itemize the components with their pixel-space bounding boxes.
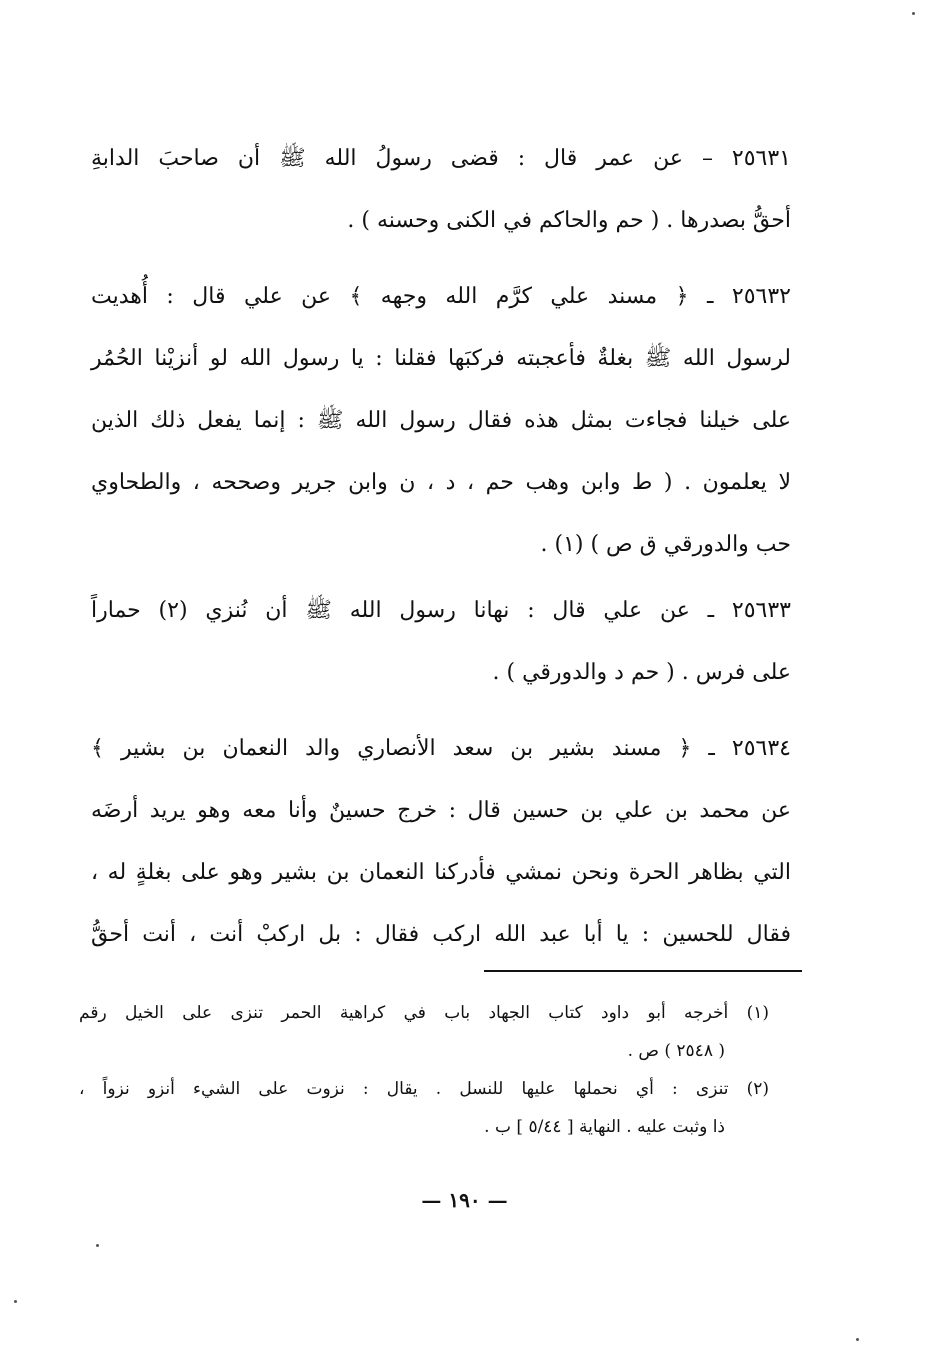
text-line: حب والدورقي ق ص ) (١) . — [540, 532, 791, 557]
scan-speck — [14, 1300, 17, 1303]
text-line: ٢٥٦٣١ – عن عمر قال : قضى رسولُ الله ﷺ أن صاحبَ الدابةِ — [91, 146, 791, 171]
text-line: أحقُّ بصدرها . ( حم والحاكم في الكنى وحسنه ) . — [347, 208, 791, 233]
footnote-divider — [484, 970, 802, 972]
text-line: ٢٥٦٣٢ ـ ﴿ مسند علي كرَّم الله وجهه ﴾ عن علي قال : أُهديت — [91, 284, 791, 309]
text-line: ٢٥٦٣٤ ـ ﴿ مسند بشير بن سعد الأنصاري والد النعمان بن بشير ﴾ — [91, 736, 791, 761]
text-line: على فرس . ( حم د والدورقي ) . — [492, 660, 791, 685]
text-line: لرسول الله ﷺ بغلةٌ فأعجبته فركبَها فقلنا : يا رسول الله لو أنزيْنا الحُمُر — [91, 346, 791, 371]
scan-speck — [856, 1338, 859, 1341]
text-line: على خيلنا فجاءت بمثل هذه فقال رسول الله ﷺ : إنما يفعل ذلك الذين — [91, 408, 791, 433]
text-line: لا يعلمون . ( ط وابن وهب حم ، د ، ن وابن جرير وصححه ، والطحاوي — [91, 470, 791, 495]
footnote-1-line: (١) أخرجه أبو داود كتاب الجهاد باب في كراهية الحمر تنزى على الخيل رقم — [79, 1003, 769, 1023]
scan-speck — [96, 1244, 99, 1247]
footnote-2-line: ذا وثبت عليه . النهاية [ ٥/٤٤ ] ب . — [484, 1117, 725, 1137]
scan-speck — [912, 12, 915, 15]
hadith-25634 — [91, 718, 791, 966]
hadith-25632 — [91, 266, 791, 576]
hadith-25633 — [91, 580, 791, 704]
text-line: عن محمد بن علي بن حسين قال : خرج حسينٌ وأنا معه وهو يريد أرضَه — [91, 798, 791, 823]
hadith-25631 — [91, 128, 791, 252]
footnote-2-line: (٢) تنزى : أي نحملها عليها للنسل . يقال : نزوت على الشيء أنزو نزواً ، — [79, 1079, 769, 1099]
footnote-1-line: ( ٢٥٤٨ ) ص . — [627, 1041, 725, 1061]
text-line: التي بظاهر الحرة ونحن نمشي فأدركنا النعمان بن بشير وهو على بغلةٍ له ، — [91, 860, 791, 885]
text-line: ٢٥٦٣٣ ـ عن علي قال : نهانا رسول الله ﷺ أن نُنزي (٢) حماراً — [91, 598, 791, 623]
text-line: فقال للحسين : يا أبا عبد الله اركب فقال : بل اركبْ أنت ، أنت أحقُّ — [91, 922, 791, 947]
footnotes — [79, 994, 769, 1146]
page-number: — ١٩٠ — — [421, 1188, 508, 1212]
